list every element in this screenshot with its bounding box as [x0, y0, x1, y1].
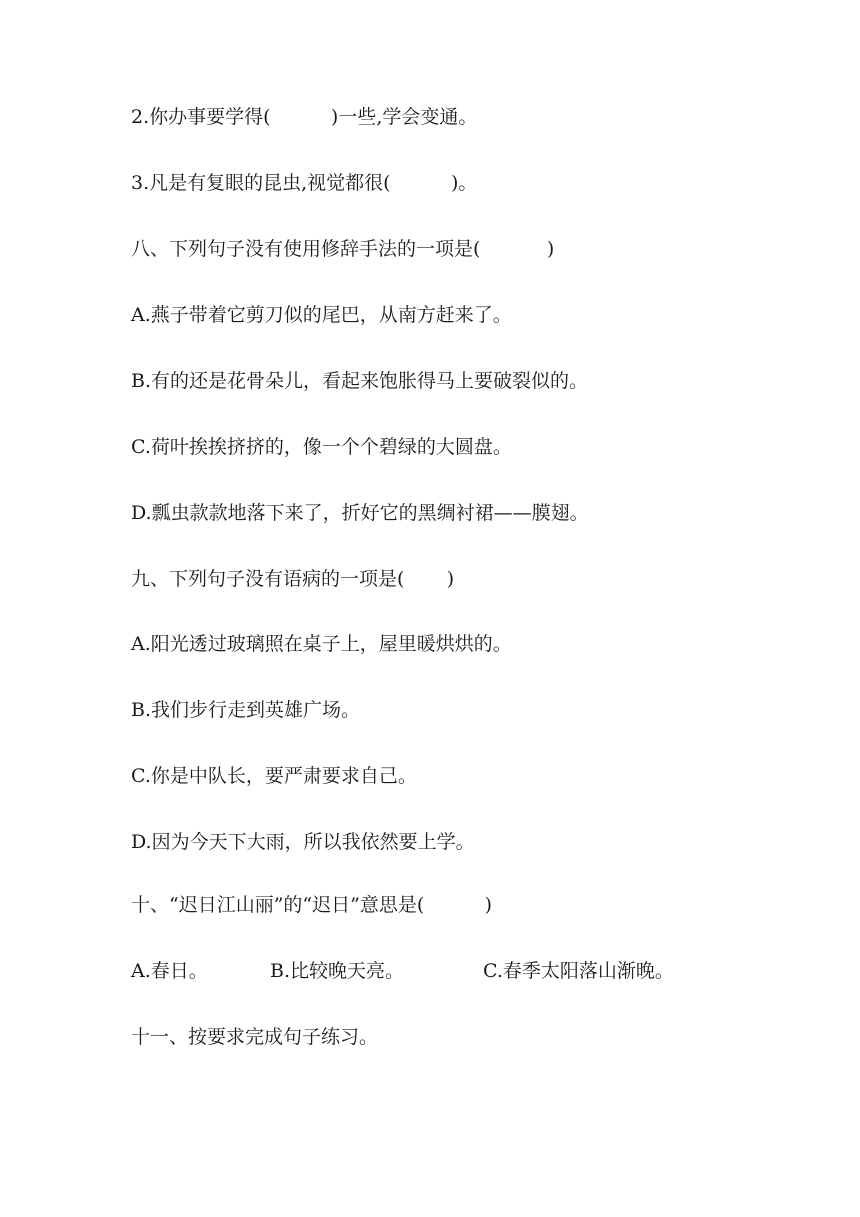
question-7-2: 2.你办事要学得( )一些,学会变通。 [131, 106, 478, 128]
question-7-3: 3.凡是有复眼的昆虫,视觉都很( )。 [131, 172, 478, 194]
question-9-option-b: B.我们步行走到英雄广场。 [131, 699, 361, 721]
question-10-option-b: B.比较晚天亮。 [270, 960, 405, 982]
question-8-option-a: A.燕子带着它剪刀似的尾巴，从南方赶来了。 [131, 304, 512, 326]
question-8-title: 八、下列句子没有使用修辞手法的一项是( ) [131, 238, 555, 260]
question-9-option-a: A.阳光透过玻璃照在桌子上，屋里暖烘烘的。 [131, 633, 512, 655]
question-10-option-a: A.春日。 [131, 960, 208, 982]
question-9-option-d: D.因为今天下大雨，所以我依然要上学。 [131, 831, 475, 853]
question-8-option-b: B.有的还是花骨朵儿，看起来饱胀得马上要破裂似的。 [131, 370, 589, 392]
question-8-option-d: D.瓢虫款款地落下来了，折好它的黑绸衬裙——膜翅。 [131, 502, 589, 524]
question-9-title: 九、下列句子没有语病的一项是( ) [131, 568, 455, 590]
question-9-option-c: C.你是中队长，要严肃要求自己。 [131, 765, 417, 787]
question-10-title: 十、“迟日江山丽”的“迟日”意思是( ) [131, 894, 493, 916]
question-11-title: 十一、按要求完成句子练习。 [131, 1026, 379, 1048]
question-10-option-c: C.春季太阳落山渐晚。 [483, 960, 674, 982]
question-8-option-c: C.荷叶挨挨挤挤的，像一个个碧绿的大圆盘。 [131, 436, 512, 458]
